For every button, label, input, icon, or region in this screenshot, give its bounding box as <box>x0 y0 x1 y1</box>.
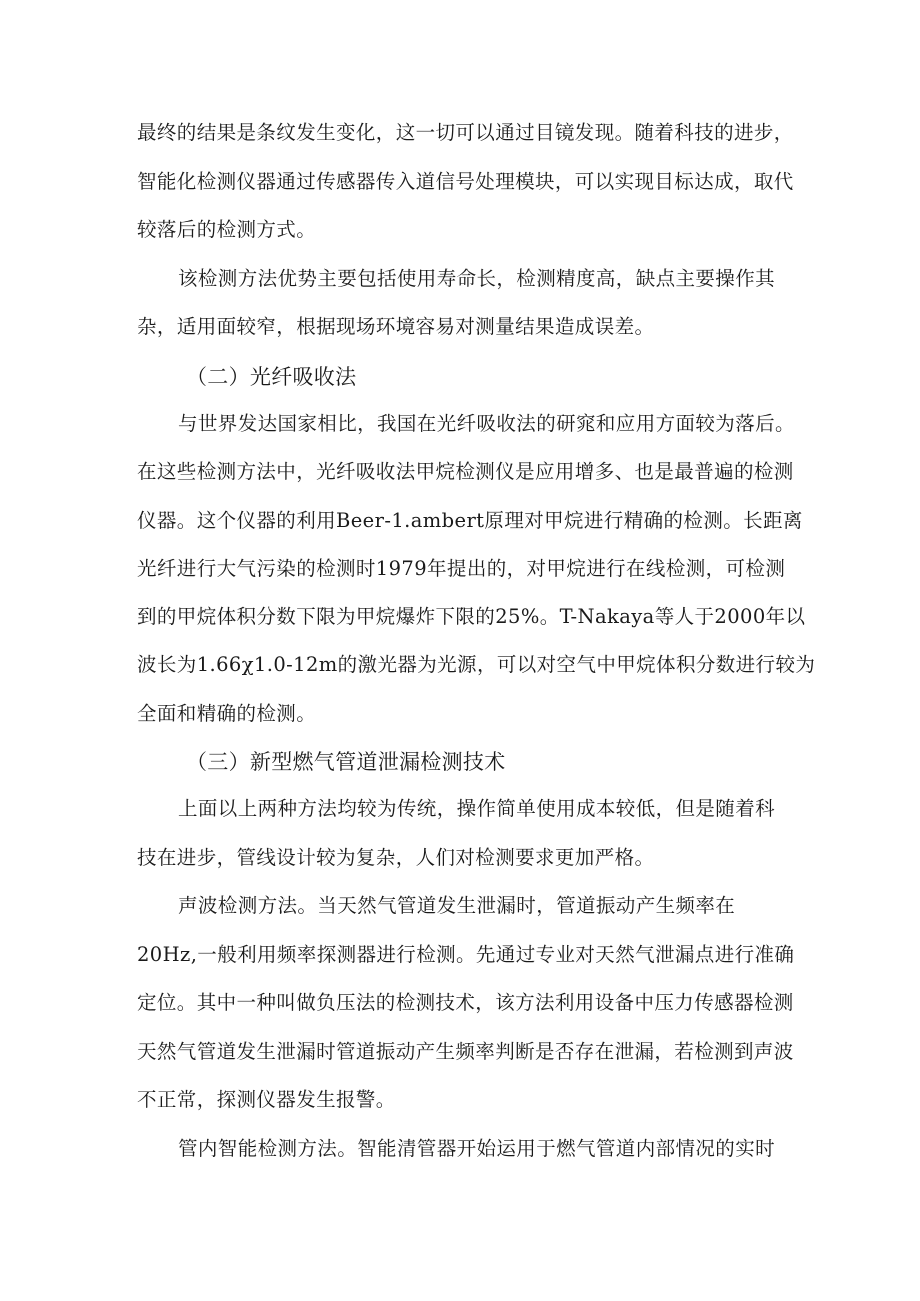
paragraph-line: 杂，适用面较窄，根据现场环境容易对测量结果造成误差。 <box>137 315 655 338</box>
section-heading: （三）新型燃气管道泄漏检测技术 <box>186 750 506 774</box>
paragraph-line: 管内智能检测方法。智能清管器开始运用于燃气管道内部情况的实时 <box>178 1137 776 1160</box>
section-heading: （二）光纤吸收法 <box>186 365 357 389</box>
paragraph-line: 在这些检测方法中，光纤吸收法甲烷检测仪是应用增多、也是最普遍的检测 <box>137 460 794 483</box>
paragraph-line: 光纤进行大气污染的检测时1979年提出的，对甲烷进行在线检测，可检测 <box>137 557 786 580</box>
paragraph-line: 定位。其中一种叫做负压法的检测技术，该方法利用设备中压力传感器检测 <box>137 991 794 1014</box>
paragraph-line: 该检测方法优势主要包括使用寿命长，检测精度高，缺点主要操作其 <box>178 267 776 290</box>
paragraph-line: 上面以上两种方法均较为传统，操作简单使用成本较低，但是随着科 <box>178 797 776 820</box>
paragraph-line: 天然气管道发生泄漏时管道振动产生频率判断是否存在泄漏，若检测到声波 <box>137 1040 794 1063</box>
paragraph-line: 到的甲烷体积分数下限为甲烷爆炸下限的25%。T-Nakaya等人于2000年以 <box>137 605 806 628</box>
paragraph-line: 技在进步，管线设计较为复杂，人们对检测要求更加严格。 <box>137 846 655 869</box>
paragraph-line: 较落后的检测方式。 <box>137 218 317 241</box>
paragraph-line: 与世界发达国家相比，我国在光纤吸收法的研窕和应用方面较为落后。 <box>178 412 795 435</box>
paragraph-line: 智能化检测仪器通过传感器传入道信号处理模块，可以实现目标达成，取代 <box>137 170 794 193</box>
paragraph-line: 声波检测方法。当天然气管道发生泄漏时，管道振动产生频率在 <box>178 894 736 917</box>
paragraph-line: 20Hz,一般利用频率探测器进行检测。先通过专业对天然气泄漏点进行准确 <box>137 943 795 966</box>
paragraph-line: 最终的结果是条纹发生变化，这一切可以通过目镜发现。随着科技的进步， <box>137 121 794 144</box>
paragraph-line: 仪器。这个仪器的利用Beer-1.ambert原理对甲烷进行精确的检测。长距离 <box>137 509 803 532</box>
paragraph-line: 波长为1.66χ1.0-12m的激光器为光源，可以对空气中甲烷体积分数进行较为 <box>137 653 816 676</box>
paragraph-line: 全面和精确的检测。 <box>137 702 317 725</box>
paragraph-line: 不正常，探测仪器发生报警。 <box>137 1088 396 1111</box>
